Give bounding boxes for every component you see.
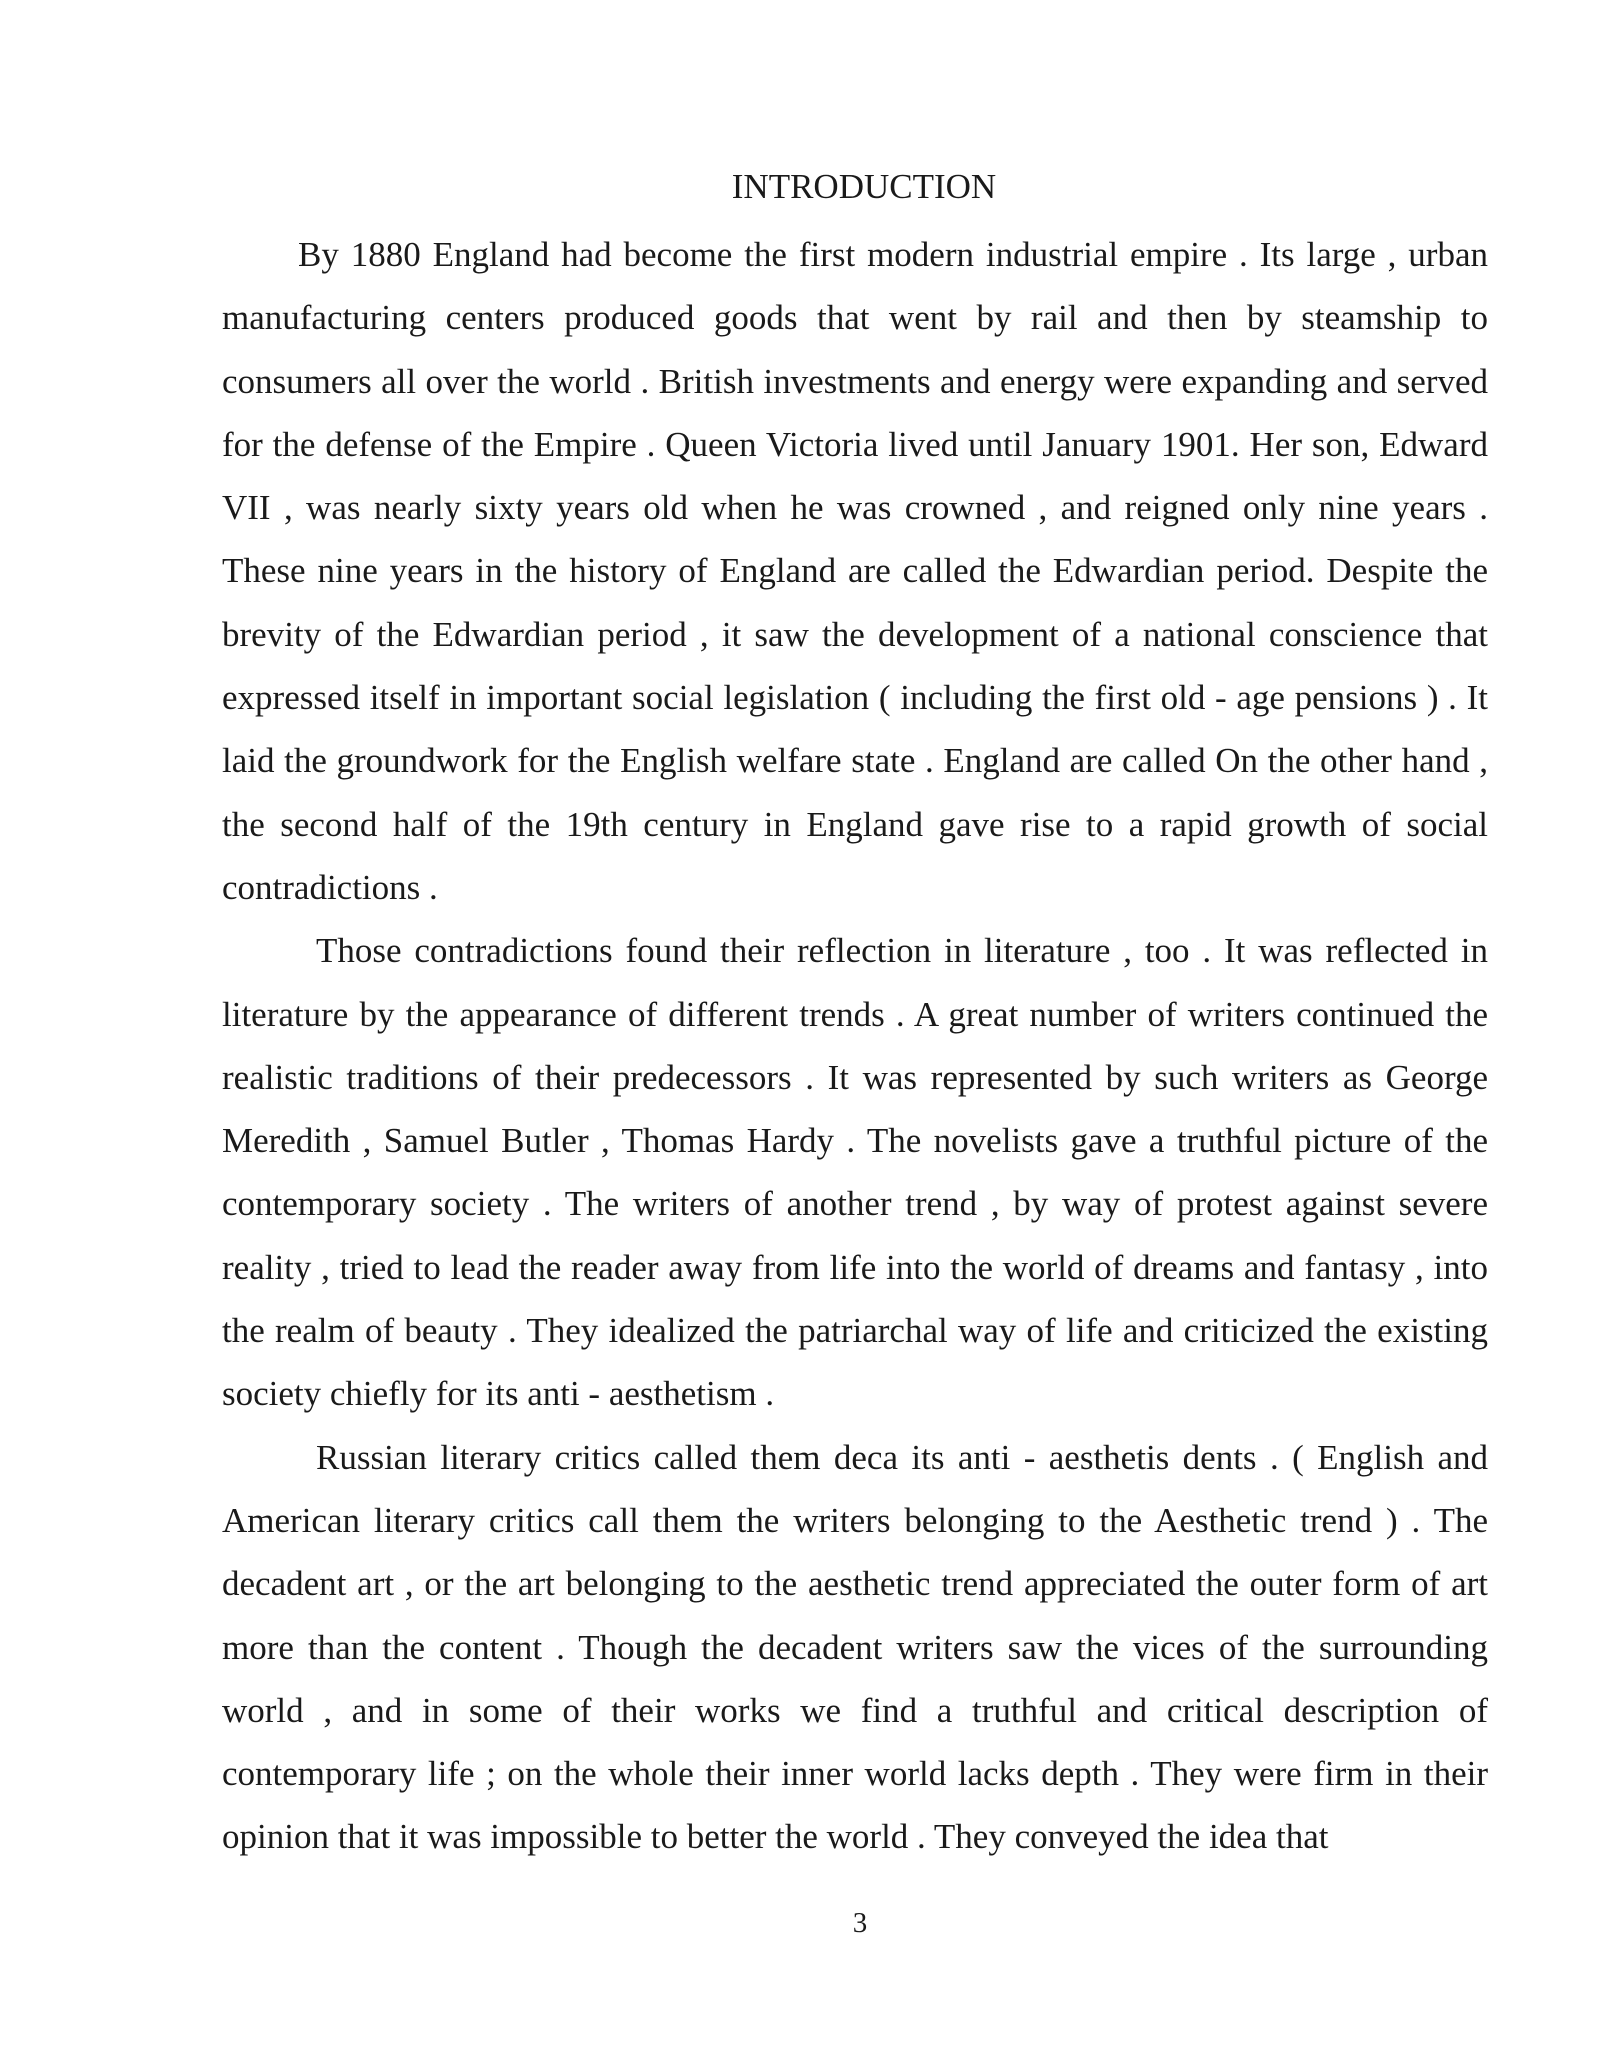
page-heading: INTRODUCTION <box>731 167 997 206</box>
paragraph-1: By 1880 England had become the first modern industrial empire . Its large , urban manufacturing centers produced goods that went by rail and then by steamship to consumers all over the world . British investments and energy were expanding and served for the defense of the Empire . Queen Victoria lived until January 1901. Her son, Edward VII , was nearly sixty years old when he was crowned , and reigned only nine years . These nine years in the history of England are called the Edwardian period. Despite the brevity of the Edwardian period , it saw the development of a national conscience that expressed itself in important social legislation ( including the first old - age pensions ) . It laid the groundwork for the English welfare state . England are called On the other hand , the second half of the 19th century in England gave rise to a rapid growth of social contradictions . <box>222 235 1488 907</box>
body-text <box>222 223 1488 1869</box>
paragraph-2: Those contradictions found their reflection in literature , too . It was reflected in literature by the appearance of different trends . A great number of writers continued the realistic traditions of their predecessors . It was represented by such writers as George Meredith , Samuel Butler , Thomas Hardy . The novelists gave a truthful picture of the contemporary society . The writers of another trend , by way of protest against severe reality , tried to lead the reader away from life into the world of dreams and fantasy , into the realm of beauty . They idealized the patriarchal way of life and criticized the existing society chiefly for its anti - aesthetism . <box>222 931 1488 1414</box>
paragraph-3: Russian literary critics called them deca its anti - aesthetis dents . ( English and American literary critics call them the writers belonging to the Aesthetic trend ) . The decadent art , or the art belonging to the aesthetic trend appreciated the outer form of art more than the content . Though the decadent writers saw the vices of the surrounding world , and in some of their works we find a truthful and critical description of contemporary life ; on the whole their inner world lacks depth . They were firm in their opinion that it was impossible to better the world . They conveyed the idea that <box>222 1437 1488 1857</box>
page-number: 3 <box>852 1907 868 1939</box>
